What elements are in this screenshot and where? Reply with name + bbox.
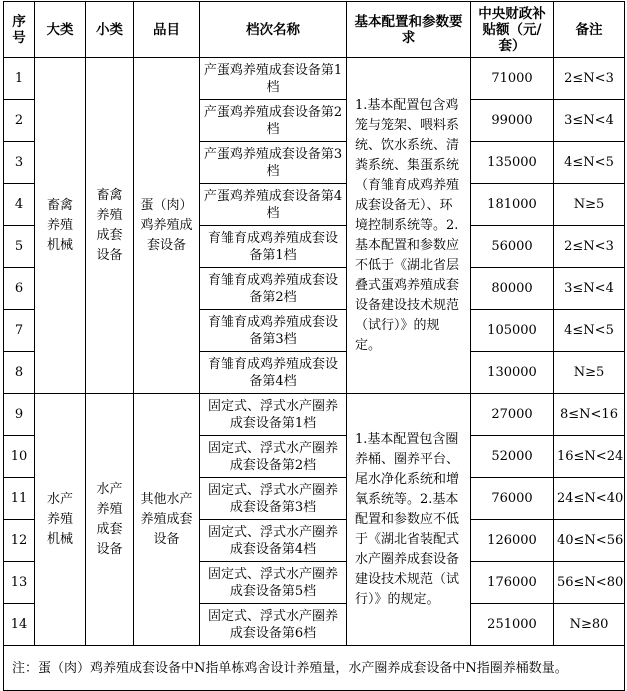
table-body (4, 58, 625, 646)
header-row (4, 2, 625, 58)
subcategory-cell-text: 畜禽养殖成套设备 (96, 187, 123, 263)
header-seq: 序号 (4, 2, 35, 58)
table-row (4, 394, 625, 436)
subsidy-cell: 105000 (471, 310, 554, 352)
remark-cell: 8≤N<16 (554, 394, 625, 436)
remark-cell: 3≤N<4 (554, 100, 625, 142)
header-subcategory: 小类 (86, 2, 134, 58)
table-row (4, 58, 625, 100)
remark-cell: 4≤N<5 (554, 142, 625, 184)
subsidy-cell: 135000 (471, 142, 554, 184)
config-cell: 1.基本配置包含圈养桶、圈养平台、尾水净化系统和增氧系统等。2.基本配置和参数应不低于《湖北省装配式水产圈养成套设备建设技术规范（试行）》的规定。 (347, 394, 471, 646)
tier-name-cell: 产蛋鸡养殖成套设备第2档 (200, 100, 347, 142)
remark-cell: N≥5 (554, 184, 625, 226)
header-category: 大类 (35, 2, 86, 58)
subsidy-cell: 176000 (471, 562, 554, 604)
tier-name-cell: 固定式、浮式水产圈养成套设备第1档 (200, 394, 347, 436)
footnote: 注：蛋（肉）鸡养殖成套设备中N指单栋鸡舍设计养殖量，水产圈养成套设备中N指圈养桶数量。 (4, 646, 625, 691)
subsidy-cell: 99000 (471, 100, 554, 142)
tier-name-cell: 固定式、浮式水产圈养成套设备第3档 (200, 478, 347, 520)
seq-cell: 5 (4, 226, 35, 268)
header-config: 基本配置和参数要求 (347, 2, 471, 58)
subsidy-cell: 130000 (471, 352, 554, 394)
seq-cell: 2 (4, 100, 35, 142)
subsidy-cell: 251000 (471, 604, 554, 646)
seq-cell: 4 (4, 184, 35, 226)
tier-name-cell: 固定式、浮式水产圈养成套设备第6档 (200, 604, 347, 646)
tier-name-cell: 产蛋鸡养殖成套设备第3档 (200, 142, 347, 184)
tier-name-cell: 固定式、浮式水产圈养成套设备第2档 (200, 436, 347, 478)
item-cell: 其他水产养殖成套设备 (134, 394, 200, 646)
config-cell: 1.基本配置包含鸡笼与笼架、喂料系统、饮水系统、清粪系统、集蛋系统（育雏育成鸡养殖成套设备无）、环境控制系统等。2.基本配置和参数应不低于《湖北省层叠式蛋鸡养殖成套设备建设技术规范（试行）》的规定。 (347, 58, 471, 394)
remark-cell: 2≤N<3 (554, 226, 625, 268)
header-remark: 备注 (554, 2, 625, 58)
remark-cell: N≥5 (554, 352, 625, 394)
remark-cell: 4≤N<5 (554, 310, 625, 352)
subsidy-cell: 52000 (471, 436, 554, 478)
subsidy-cell: 71000 (471, 58, 554, 100)
subsidy-table (3, 1, 625, 691)
seq-cell: 7 (4, 310, 35, 352)
subcategory-cell (86, 394, 134, 646)
tier-name-cell: 固定式、浮式水产圈养成套设备第4档 (200, 520, 347, 562)
remark-cell: N≥80 (554, 604, 625, 646)
seq-cell: 8 (4, 352, 35, 394)
subsidy-table-container (3, 1, 624, 691)
seq-cell: 14 (4, 604, 35, 646)
subsidy-cell: 80000 (471, 268, 554, 310)
category-cell (35, 58, 86, 394)
subcategory-cell-text: 水产养殖成套设备 (96, 481, 123, 557)
remark-cell: 2≤N<3 (554, 58, 625, 100)
seq-cell: 11 (4, 478, 35, 520)
subsidy-cell: 126000 (471, 520, 554, 562)
category-cell-text: 水产养殖机械 (46, 491, 73, 547)
seq-cell: 6 (4, 268, 35, 310)
remark-cell: 3≤N<4 (554, 268, 625, 310)
seq-cell: 3 (4, 142, 35, 184)
category-cell (35, 394, 86, 646)
tier-name-cell: 产蛋鸡养殖成套设备第4档 (200, 184, 347, 226)
subsidy-cell: 181000 (471, 184, 554, 226)
subsidy-cell: 56000 (471, 226, 554, 268)
seq-cell: 13 (4, 562, 35, 604)
item-cell: 蛋（肉）鸡养殖成套设备 (134, 58, 200, 394)
header-tier-name: 档次名称 (200, 2, 347, 58)
remark-cell: 16≤N<24 (554, 436, 625, 478)
remark-cell: 56≤N<80 (554, 562, 625, 604)
tier-name-cell: 产蛋鸡养殖成套设备第1档 (200, 58, 347, 100)
tier-name-cell: 育雏育成鸡养殖成套设备第4档 (200, 352, 347, 394)
header-item: 品目 (134, 2, 200, 58)
subsidy-cell: 27000 (471, 394, 554, 436)
remark-cell: 24≤N<40 (554, 478, 625, 520)
footnote-row (4, 646, 625, 691)
tier-name-cell: 育雏育成鸡养殖成套设备第2档 (200, 268, 347, 310)
header-subsidy: 中央财政补贴额（元/套） (471, 2, 554, 58)
seq-cell: 10 (4, 436, 35, 478)
seq-cell: 1 (4, 58, 35, 100)
tier-name-cell: 育雏育成鸡养殖成套设备第1档 (200, 226, 347, 268)
tier-name-cell: 育雏育成鸡养殖成套设备第3档 (200, 310, 347, 352)
tier-name-cell: 固定式、浮式水产圈养成套设备第5档 (200, 562, 347, 604)
category-cell-text: 畜禽养殖机械 (46, 197, 73, 253)
subsidy-cell: 76000 (471, 478, 554, 520)
remark-cell: 40≤N<56 (554, 520, 625, 562)
seq-cell: 9 (4, 394, 35, 436)
subcategory-cell (86, 58, 134, 394)
seq-cell: 12 (4, 520, 35, 562)
